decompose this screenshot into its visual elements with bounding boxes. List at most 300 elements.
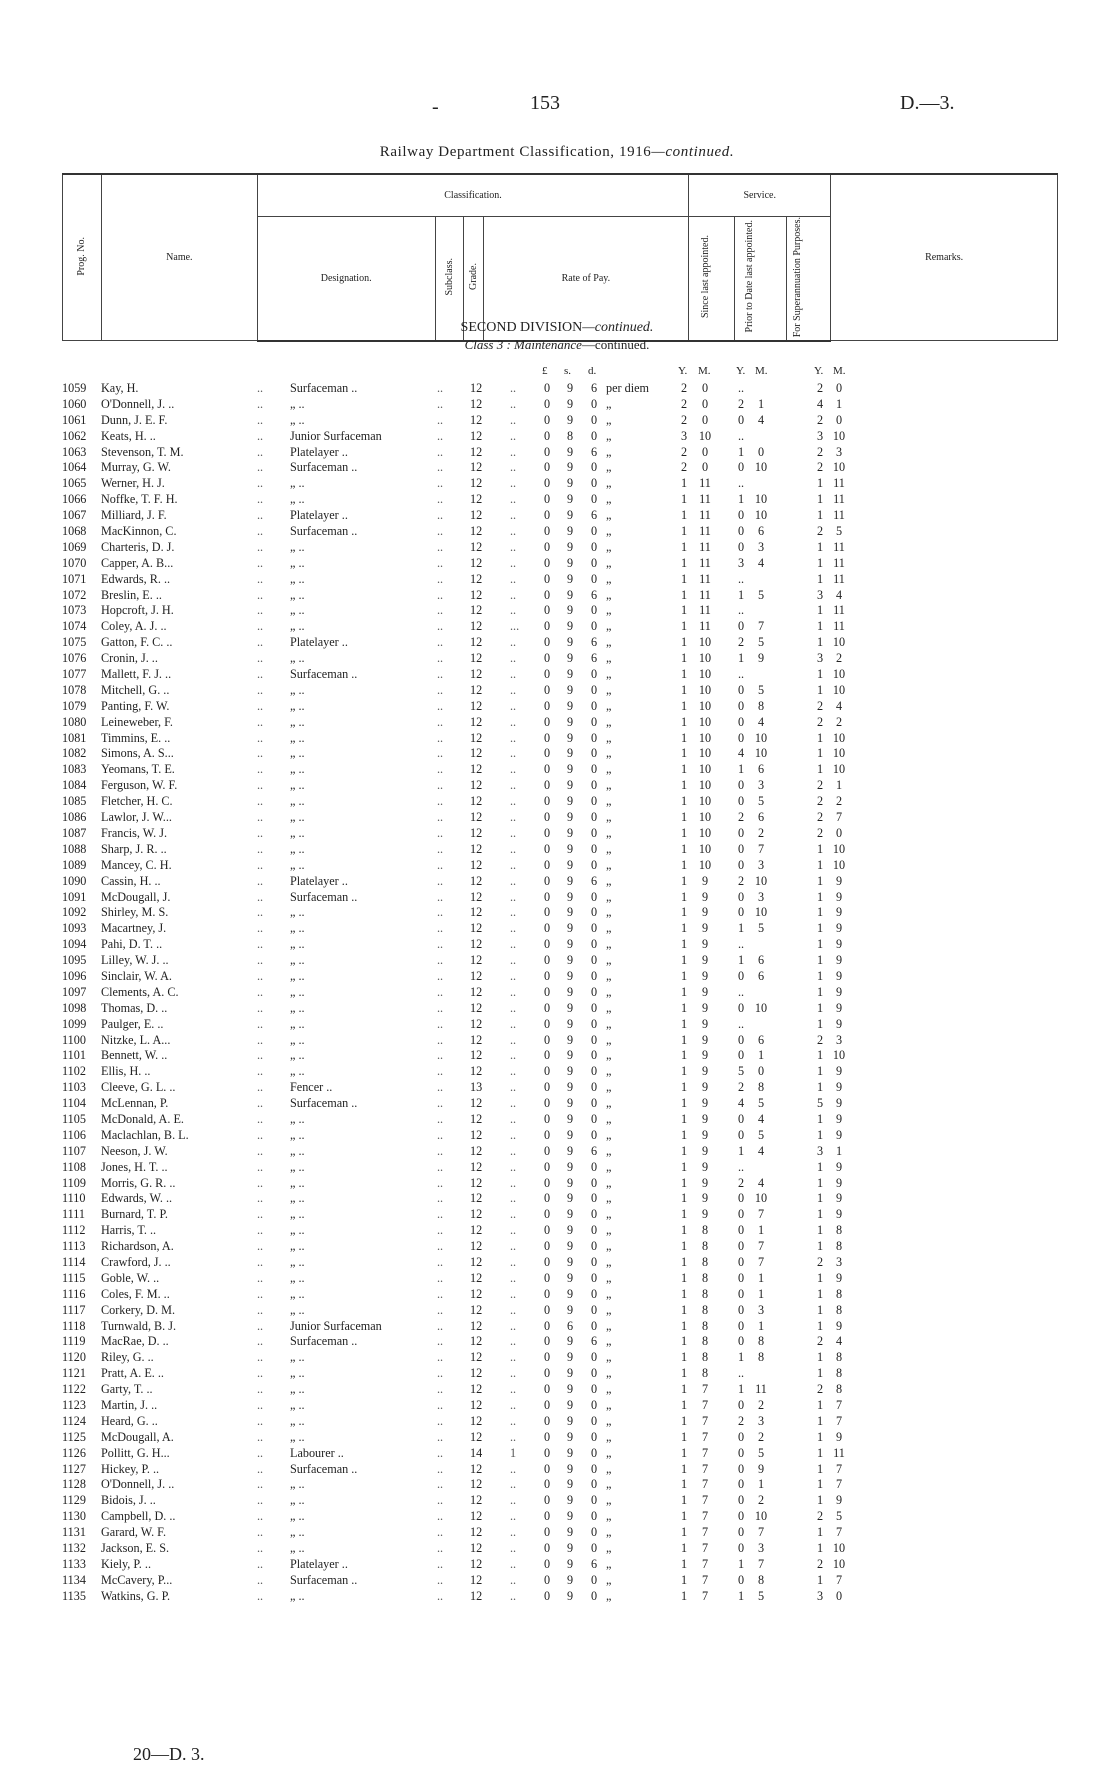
pay-pounds: 0 xyxy=(543,953,551,968)
leader-dots: .. xyxy=(437,1413,444,1428)
prior-years: 0 xyxy=(737,1127,745,1142)
prog-no: 1091 xyxy=(62,889,87,904)
designation: „ .. xyxy=(290,1207,305,1222)
table-row xyxy=(0,1573,1114,1589)
grade: 12 xyxy=(470,428,483,443)
super-years: 2 xyxy=(816,778,824,793)
grade: 12 xyxy=(470,1493,483,1508)
header-name: Name. xyxy=(101,174,257,341)
prior-months: 7 xyxy=(757,619,765,634)
table-row xyxy=(0,460,1114,476)
table-row xyxy=(0,1048,1114,1064)
prog-no: 1075 xyxy=(62,635,87,650)
prog-no: 1107 xyxy=(62,1143,86,1158)
pay-pounds: 0 xyxy=(543,1525,551,1540)
prior-years: 0 xyxy=(737,1525,745,1540)
since-months: 11 xyxy=(699,603,711,618)
pay-unit: „ xyxy=(606,698,612,713)
prior-months: 1 xyxy=(757,1270,765,1285)
super-months: 3 xyxy=(835,1254,843,1269)
designation: Junior Surfaceman xyxy=(290,1318,382,1333)
pay-shillings: 9 xyxy=(566,1096,574,1111)
table-row xyxy=(0,651,1114,667)
leader-dots: .. xyxy=(437,714,444,729)
prior-years: 0 xyxy=(737,905,745,920)
since-years: 1 xyxy=(680,778,688,793)
prior-months: 4 xyxy=(757,412,765,427)
designation: „ .. xyxy=(290,746,305,761)
pay-pence: 0 xyxy=(590,889,598,904)
pay-unit: „ xyxy=(606,1588,612,1603)
pay-pence: 0 xyxy=(590,698,598,713)
leader-dots: .. xyxy=(257,1445,264,1460)
since-years: 1 xyxy=(680,857,688,872)
table-row xyxy=(0,969,1114,985)
pay-shillings: 9 xyxy=(566,1541,574,1556)
grade: 12 xyxy=(470,937,483,952)
leader-dots: .. xyxy=(257,1493,264,1508)
leader-dots: .. xyxy=(510,1175,517,1190)
grade: 12 xyxy=(470,381,483,395)
pay-unit: „ xyxy=(606,428,612,443)
prior-years: 1 xyxy=(737,587,745,602)
employee-name: Harris, T. .. xyxy=(101,1223,157,1238)
employee-name: Heard, G. .. xyxy=(101,1413,158,1428)
since-months: 9 xyxy=(701,1111,709,1126)
since-years: 1 xyxy=(680,1318,688,1333)
leader-dots: .. xyxy=(510,1398,517,1412)
designation: „ .. xyxy=(290,778,305,793)
table-row xyxy=(0,603,1114,619)
table-row xyxy=(0,1033,1114,1049)
prior-years: 0 xyxy=(737,412,745,427)
pay-pounds: 0 xyxy=(543,778,551,793)
pay-shillings: 9 xyxy=(566,635,574,650)
pay-unit: „ xyxy=(606,921,612,936)
super-years: 1 xyxy=(816,635,824,650)
unit-years-super: Y. xyxy=(814,365,824,377)
since-months: 8 xyxy=(701,1366,709,1381)
leader-dots: .. xyxy=(257,635,264,650)
header-rate-of-pay: Rate of Pay. xyxy=(483,216,689,341)
leader-dots: .. xyxy=(257,1270,264,1285)
employee-name: Gatton, F. C. .. xyxy=(101,635,173,650)
pay-pounds: 0 xyxy=(543,508,551,523)
table-row xyxy=(0,826,1114,842)
since-years: 1 xyxy=(680,1525,688,1540)
leader-dots: .. xyxy=(510,1318,517,1333)
pay-pence: 0 xyxy=(590,1429,598,1444)
pay-pounds: 0 xyxy=(543,1064,551,1079)
table-row xyxy=(0,890,1114,906)
since-years: 1 xyxy=(680,984,688,999)
leader-dots: .. xyxy=(257,476,264,491)
pay-shillings: 6 xyxy=(566,1318,574,1333)
leader-dots: .. xyxy=(510,1477,517,1492)
pay-pence: 0 xyxy=(590,1588,598,1603)
pay-pence: 6 xyxy=(590,1556,598,1571)
pay-pounds: 0 xyxy=(543,460,551,475)
prior-years: 0 xyxy=(737,730,745,745)
prior-years: .. xyxy=(737,937,745,952)
employee-name: Crawford, J. .. xyxy=(101,1254,171,1269)
designation: „ .. xyxy=(290,1429,305,1444)
prior-months: 3 xyxy=(757,1541,765,1556)
grade: 12 xyxy=(470,444,483,459)
prior-months: 2 xyxy=(757,1429,765,1444)
pay-pounds: 0 xyxy=(543,1477,551,1492)
leader-dots: .. xyxy=(510,1048,517,1063)
leader-dots: .. xyxy=(437,857,444,872)
table-row xyxy=(0,524,1114,540)
super-months: 8 xyxy=(835,1382,843,1397)
prior-years: 1 xyxy=(737,1382,745,1397)
pay-shillings: 9 xyxy=(566,651,574,666)
header-service: Service. xyxy=(689,174,831,216)
leader-dots: .. xyxy=(257,857,264,872)
prior-months: 6 xyxy=(757,762,765,777)
grade: 12 xyxy=(470,857,483,872)
designation: „ .. xyxy=(290,1477,305,1492)
designation: „ .. xyxy=(290,571,305,586)
pay-pounds: 0 xyxy=(543,571,551,586)
super-years: 2 xyxy=(816,698,824,713)
prog-no: 1084 xyxy=(62,778,87,793)
super-months: 9 xyxy=(835,1111,843,1126)
since-years: 1 xyxy=(680,1000,688,1015)
pay-shillings: 8 xyxy=(566,428,574,443)
prior-years: 0 xyxy=(737,794,745,809)
pay-pounds: 0 xyxy=(543,873,551,888)
leader-dots: .. xyxy=(510,1556,517,1571)
leader-dots: .. xyxy=(437,492,444,507)
since-years: 1 xyxy=(680,555,688,570)
prior-years: 2 xyxy=(737,1080,745,1095)
since-years: 1 xyxy=(680,730,688,745)
leader-dots: .. xyxy=(437,619,444,634)
prior-months: 5 xyxy=(757,682,765,697)
grade: 12 xyxy=(470,524,483,539)
since-years: 1 xyxy=(680,667,688,682)
leader-dots: .. xyxy=(437,921,444,936)
super-months: 9 xyxy=(835,984,843,999)
prog-no: 1115 xyxy=(62,1270,86,1285)
leader-dots: .. xyxy=(257,508,264,523)
prog-no: 1069 xyxy=(62,539,87,554)
pay-unit: „ xyxy=(606,1445,612,1460)
prior-years: 0 xyxy=(737,889,745,904)
pay-pence: 0 xyxy=(590,778,598,793)
header-superannuation: For Superannuation Purposes. xyxy=(787,216,831,341)
leader-dots: .. xyxy=(510,1064,517,1079)
since-years: 1 xyxy=(680,905,688,920)
leader-dots: .. xyxy=(510,1207,517,1222)
super-years: 1 xyxy=(816,1127,824,1142)
leader-dots: .. xyxy=(437,825,444,840)
prior-months: 11 xyxy=(755,1382,767,1397)
table-row xyxy=(0,1176,1114,1192)
table-row xyxy=(0,1255,1114,1271)
employee-name: Nitzke, L. A... xyxy=(101,1032,171,1047)
pay-pence: 0 xyxy=(590,460,598,475)
since-months: 10 xyxy=(698,857,712,872)
super-years: 2 xyxy=(816,444,824,459)
employee-name: O'Donnell, J. .. xyxy=(101,396,175,411)
since-months: 9 xyxy=(701,1191,709,1206)
unit-months-since: M. xyxy=(698,365,711,377)
unit-pence: d. xyxy=(588,365,597,377)
since-years: 1 xyxy=(680,1143,688,1158)
table-row xyxy=(0,540,1114,556)
pay-unit: „ xyxy=(606,857,612,872)
prog-no: 1127 xyxy=(62,1461,86,1476)
pay-unit: „ xyxy=(606,1525,612,1540)
employee-name: Pahi, D. T. .. xyxy=(101,937,163,952)
super-years: 1 xyxy=(816,1223,824,1238)
since-years: 1 xyxy=(680,746,688,761)
table-row xyxy=(0,1334,1114,1350)
leader-dots: .. xyxy=(510,396,517,411)
pay-pounds: 0 xyxy=(543,619,551,634)
super-years: 1 xyxy=(816,619,824,634)
pay-unit: „ xyxy=(606,1064,612,1079)
since-years: 1 xyxy=(680,841,688,856)
footer-signature: 20—D. 3. xyxy=(133,1744,205,1764)
prior-months: 10 xyxy=(754,460,768,475)
prog-no: 1105 xyxy=(62,1111,86,1126)
prior-months: 7 xyxy=(757,1556,765,1571)
pay-pounds: 0 xyxy=(543,1016,551,1031)
since-years: 1 xyxy=(680,524,688,539)
pay-pence: 0 xyxy=(590,984,598,999)
pay-shillings: 9 xyxy=(566,905,574,920)
prior-months: 5 xyxy=(757,1445,765,1460)
pay-unit: „ xyxy=(606,1254,612,1269)
super-months: 4 xyxy=(835,698,843,713)
since-months: 9 xyxy=(701,873,709,888)
class-title xyxy=(0,337,1114,353)
leader-dots: .. xyxy=(257,1318,264,1333)
super-years: 2 xyxy=(816,825,824,840)
pay-shillings: 9 xyxy=(566,412,574,427)
pay-shillings: 9 xyxy=(566,810,574,825)
since-years: 1 xyxy=(680,1302,688,1317)
super-months: 5 xyxy=(835,1509,843,1524)
since-months: 10 xyxy=(698,730,712,745)
pay-unit: „ xyxy=(606,555,612,570)
prog-no: 1124 xyxy=(62,1413,86,1428)
header-classification: Classification. xyxy=(257,174,689,216)
since-years: 2 xyxy=(680,381,688,395)
designation: „ .. xyxy=(290,1286,305,1301)
prog-no: 1078 xyxy=(62,682,87,697)
super-months: 8 xyxy=(835,1239,843,1254)
pay-shillings: 9 xyxy=(566,778,574,793)
grade: 12 xyxy=(470,730,483,745)
since-months: 7 xyxy=(701,1541,709,1556)
employee-name: McDougall, J. xyxy=(101,889,171,904)
pay-pence: 0 xyxy=(590,1477,598,1492)
prior-months: 1 xyxy=(757,1318,765,1333)
super-months: 9 xyxy=(835,1000,843,1015)
pay-pence: 0 xyxy=(590,1032,598,1047)
column-header-table xyxy=(62,173,1058,342)
pay-pence: 0 xyxy=(590,1080,598,1095)
leader-dots: .. xyxy=(437,937,444,952)
since-months: 0 xyxy=(701,412,709,427)
prior-years: 5 xyxy=(737,1064,745,1079)
pay-unit: „ xyxy=(606,396,612,411)
designation: Junior Surfaceman xyxy=(290,428,382,443)
pay-pence: 0 xyxy=(590,730,598,745)
super-months: 10 xyxy=(832,635,846,650)
unit-years-prior: Y. xyxy=(736,365,746,377)
since-years: 1 xyxy=(680,1270,688,1285)
pay-pounds: 0 xyxy=(543,1572,551,1587)
pay-pounds: 0 xyxy=(543,412,551,427)
grade: 12 xyxy=(470,1048,483,1063)
unit-years-since: Y. xyxy=(678,365,688,377)
prior-months: 10 xyxy=(754,508,768,523)
leader-dots: .. xyxy=(257,1064,264,1079)
employee-name: Jones, H. T. .. xyxy=(101,1159,168,1174)
designation: „ .. xyxy=(290,857,305,872)
employee-name: Pollitt, G. H... xyxy=(101,1445,170,1460)
pay-pounds: 0 xyxy=(543,1318,551,1333)
since-months: 10 xyxy=(698,667,712,682)
leader-dots: .. xyxy=(437,1398,444,1412)
grade: 12 xyxy=(470,921,483,936)
designation: „ .. xyxy=(290,1366,305,1381)
designation: Platelayer .. xyxy=(290,635,348,650)
prior-years: 0 xyxy=(737,825,745,840)
since-months: 7 xyxy=(701,1556,709,1571)
grade: 12 xyxy=(470,1286,483,1301)
prior-years: 0 xyxy=(737,1000,745,1015)
pay-unit: „ xyxy=(606,1382,612,1397)
pay-shillings: 9 xyxy=(566,682,574,697)
super-months: 9 xyxy=(835,1080,843,1095)
leader-dots: .. xyxy=(510,1382,517,1397)
pay-shillings: 9 xyxy=(566,1382,574,1397)
pay-pence: 0 xyxy=(590,619,598,634)
prog-no: 1103 xyxy=(62,1080,86,1095)
super-years: 2 xyxy=(816,1509,824,1524)
employee-name: Pratt, A. E. .. xyxy=(101,1366,164,1381)
leader-dots: .. xyxy=(257,1175,264,1190)
super-months: 7 xyxy=(835,1477,843,1492)
pay-pence: 0 xyxy=(590,1111,598,1126)
pay-unit: „ xyxy=(606,492,612,507)
employee-name: Hopcroft, J. H. xyxy=(101,603,174,618)
since-years: 1 xyxy=(680,508,688,523)
grade: 13 xyxy=(470,1080,483,1095)
table-row xyxy=(0,381,1114,397)
leader-dots: .. xyxy=(437,1080,444,1095)
leader-dots: .. xyxy=(510,444,517,459)
table-row xyxy=(0,572,1114,588)
since-years: 1 xyxy=(680,1064,688,1079)
pay-pounds: 0 xyxy=(543,492,551,507)
pay-pounds: 0 xyxy=(543,603,551,618)
leader-dots: .. xyxy=(437,1382,444,1397)
super-years: 2 xyxy=(816,381,824,395)
prior-months: 10 xyxy=(754,1509,768,1524)
pay-pounds: 0 xyxy=(543,1254,551,1269)
since-months: 9 xyxy=(701,1096,709,1111)
leader-dots: .. xyxy=(437,1302,444,1317)
leader-dots: .. xyxy=(437,730,444,745)
pay-unit: „ xyxy=(606,1270,612,1285)
prior-months: 7 xyxy=(757,1207,765,1222)
leader-dots: .. xyxy=(437,1477,444,1492)
grade: 12 xyxy=(470,1223,483,1238)
table-row xyxy=(0,445,1114,461)
prior-months: 1 xyxy=(757,396,765,411)
since-months: 9 xyxy=(701,889,709,904)
since-months: 10 xyxy=(698,428,712,443)
leader-dots: .. xyxy=(510,794,517,809)
leader-dots: .. xyxy=(437,508,444,523)
grade: 12 xyxy=(470,714,483,729)
prog-no: 1100 xyxy=(62,1032,86,1047)
super-months: 9 xyxy=(835,1191,843,1206)
prior-years: 0 xyxy=(737,1270,745,1285)
leader-dots: .. xyxy=(437,476,444,491)
since-years: 1 xyxy=(680,1334,688,1349)
prior-months: 5 xyxy=(757,587,765,602)
unit-months-prior: M. xyxy=(755,365,768,377)
super-months: 9 xyxy=(835,873,843,888)
super-years: 2 xyxy=(816,412,824,427)
super-years: 1 xyxy=(816,1064,824,1079)
designation: Fencer .. xyxy=(290,1080,333,1095)
designation: „ .. xyxy=(290,412,305,427)
leader-dots: .. xyxy=(437,635,444,650)
leader-dots: .. xyxy=(510,587,517,602)
leader-dots: .. xyxy=(257,921,264,936)
pay-unit: „ xyxy=(606,1366,612,1381)
pay-unit: „ xyxy=(606,1413,612,1428)
leader-dots: .. xyxy=(437,953,444,968)
pay-unit: „ xyxy=(606,1318,612,1333)
leader-dots: .. xyxy=(510,1541,517,1556)
grade: 12 xyxy=(470,1016,483,1031)
pay-pence: 0 xyxy=(590,905,598,920)
pay-pounds: 0 xyxy=(543,1382,551,1397)
employee-name: Panting, F. W. xyxy=(101,698,170,713)
super-months: 10 xyxy=(832,428,846,443)
super-months: 11 xyxy=(833,603,845,618)
super-years: 1 xyxy=(816,1429,824,1444)
prior-years: 4 xyxy=(737,746,745,761)
leader-dots: .. xyxy=(437,1334,444,1349)
pay-pounds: 0 xyxy=(543,714,551,729)
super-years: 1 xyxy=(816,1477,824,1492)
leader-dots: .. xyxy=(437,1366,444,1381)
since-years: 1 xyxy=(680,1159,688,1174)
pay-pence: 6 xyxy=(590,1334,598,1349)
super-months: 10 xyxy=(832,1048,846,1063)
leader-dots: .. xyxy=(437,1429,444,1444)
prior-months: 3 xyxy=(757,539,765,554)
prog-no: 1132 xyxy=(62,1541,86,1556)
prior-years: 0 xyxy=(737,539,745,554)
prior-months: 5 xyxy=(757,921,765,936)
pay-pounds: 0 xyxy=(543,1413,551,1428)
pay-pence: 0 xyxy=(590,746,598,761)
designation: Surfaceman .. xyxy=(290,381,358,395)
